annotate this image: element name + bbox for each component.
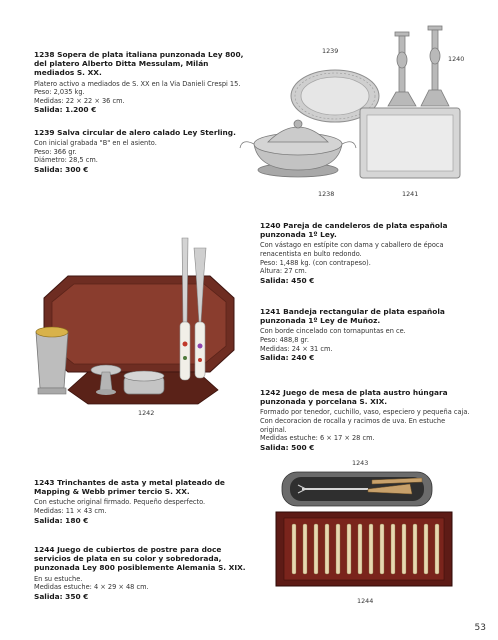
lot-1241 xyxy=(260,307,465,363)
lot-price: Salida: 180 € xyxy=(34,515,89,525)
lot-detail: Peso: 366 gr. xyxy=(34,147,77,156)
image-label-1241: 1241 xyxy=(402,190,419,198)
lot-1244 xyxy=(34,545,246,601)
cutlery-piece xyxy=(314,524,318,574)
lot-title: 1244 Juego de cubiertos de postre para doce servicios de plata en su color y sobredorada, punzonada Ley 800 posiblemente Alemania S. XIX. xyxy=(34,545,246,573)
cutlery-case-photo xyxy=(272,468,457,590)
table-set-photo xyxy=(28,232,250,410)
lot-detail: Medidas estuche: 6 × 17 × 28 cm. xyxy=(260,434,375,443)
cutlery-piece xyxy=(380,524,384,574)
image-label-1244: 1244 xyxy=(357,597,374,605)
lot-detail: Medidas: 11 × 43 cm. xyxy=(34,507,107,515)
lot-1240 xyxy=(260,221,465,285)
image-label-1240: 1240 xyxy=(448,55,465,63)
lot-detail: Medidas: 22 × 22 × 36 cm. xyxy=(34,96,125,105)
lot-detail: Altura: 27 cm. xyxy=(260,267,307,276)
cutlery-piece xyxy=(413,524,417,574)
cutlery-piece xyxy=(347,524,351,574)
lot-detail: Con vástago en estípite con dama y caballero de época renacentista en bulto redondo. xyxy=(260,241,444,258)
page-number: 53 xyxy=(474,623,486,633)
image-label-1243: 1243 xyxy=(352,459,369,467)
lot-price: Salida: 450 € xyxy=(260,275,315,285)
image-label-1238: 1238 xyxy=(318,190,335,198)
lot-price: Salida: 240 € xyxy=(260,353,315,363)
lot-detail: En su estuche. xyxy=(34,574,83,583)
lot-detail: Peso: 1,488 kg. (con contrapeso). xyxy=(260,258,371,267)
silver-set-photo xyxy=(232,20,472,190)
cutlery-piece xyxy=(303,524,307,574)
cutlery-piece xyxy=(369,524,373,574)
lot-price: Salida: 300 € xyxy=(34,164,89,174)
lot-title: 1238 Sopera de plata italiana punzonada Ley 800, del platero Alberto Ditta Messulam, Milán mediados S. XX. xyxy=(34,50,244,78)
lot-detail: Formado por tenedor, cuchillo, vaso, especiero y pequeña caja. xyxy=(260,408,470,417)
lot-title: 1239 Salva circular de alero calado Ley Sterling. xyxy=(34,128,236,137)
lot-price: Salida: 500 € xyxy=(260,442,315,452)
lot-title: 1243 Trinchantes de asta y metal plateado de Mapping & Webb primer tercio S. XX. xyxy=(34,478,225,497)
lot-detail: Con estuche original firmado. Pequeño desperfecto. xyxy=(34,498,206,507)
lot-1238 xyxy=(34,50,246,115)
lot-detail: Con inicial grabada "B" en el asiento. xyxy=(34,139,157,148)
cutlery-piece xyxy=(325,524,329,574)
lot-1242 xyxy=(260,388,470,452)
cutlery-piece xyxy=(402,524,406,574)
lot-1239 xyxy=(34,128,246,175)
lot-price: Salida: 1.200 € xyxy=(34,105,97,115)
lot-detail: Peso: 488,8 gr. xyxy=(260,336,309,344)
lot-detail: Medidas: 24 × 31 cm. xyxy=(260,344,333,353)
lot-detail: Medidas estuche: 4 × 29 × 48 cm. xyxy=(34,583,149,592)
lot-detail: Peso: 2,035 kg. xyxy=(34,88,85,97)
lot-title: 1242 Juego de mesa de plata austro húngara punzonada y porcelana S. XIX. xyxy=(260,388,448,407)
cutlery-piece xyxy=(292,524,296,574)
cutlery-piece xyxy=(424,524,428,574)
lot-detail: Con borde cincelado con tornapuntas en ce. xyxy=(260,327,406,336)
lot-price: Salida: 350 € xyxy=(34,591,89,601)
lot-detail: Diámetro: 28,5 cm. xyxy=(34,156,98,165)
cutlery-piece xyxy=(336,524,340,574)
image-label-1242: 1242 xyxy=(138,409,155,417)
lot-title: 1240 Pareja de candeleros de plata española punzonada 1º Ley. xyxy=(260,221,448,240)
cutlery-piece xyxy=(391,524,395,574)
lot-1243 xyxy=(34,478,246,525)
lot-title: 1241 Bandeja rectangular de plata española punzonada 1º Ley de Muñoz. xyxy=(260,307,445,326)
image-label-1239: 1239 xyxy=(322,47,339,55)
lot-detail: Con decoracion de rocalla y racimos de uva. En estuche original. xyxy=(260,417,446,434)
cutlery-piece xyxy=(358,524,362,574)
cutlery-piece xyxy=(435,524,439,574)
lot-detail: Platero activo a mediados de S. XX en la Via Danieli Crespi 15. xyxy=(34,79,241,88)
